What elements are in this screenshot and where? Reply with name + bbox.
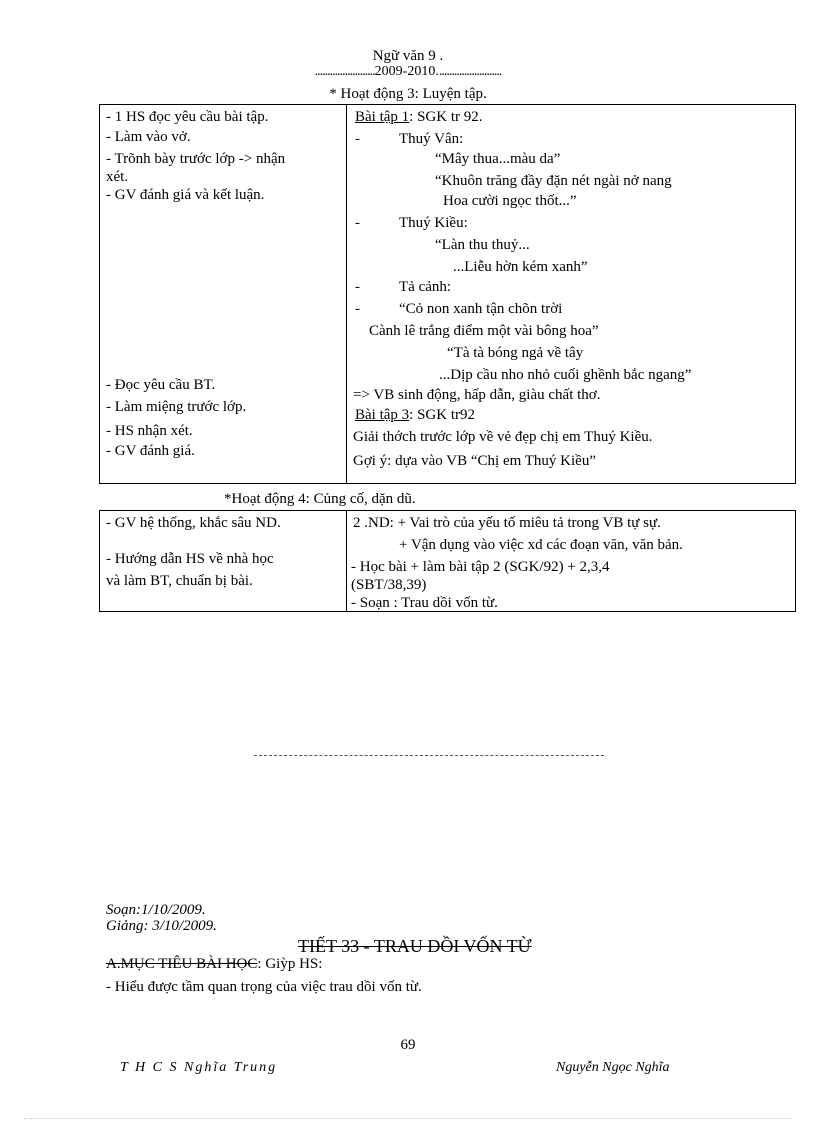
consolidation-table	[99, 510, 796, 612]
quote-line: “Mây thua...màu da”	[435, 151, 561, 167]
page-bottom-rule	[24, 1118, 792, 1119]
left-line: - Trõnh bày trước lớp -> nhận	[106, 151, 286, 167]
objectives-line	[106, 956, 322, 973]
exercise-1-line: Bài tập 1: SGK tr 92.	[355, 109, 483, 125]
bullet-line: - “Cỏ non xanh tận chõn trời	[355, 301, 563, 317]
activity-4-heading: *Hoạt động 4: Củng cố, dặn dũ.	[224, 491, 416, 507]
quote-line: “Tà tà bóng ngả về tây	[447, 345, 584, 361]
hint-line: Gợi ý: dựa vào VB “Chị em Thuý Kiều”	[353, 453, 596, 469]
content-cell	[347, 105, 796, 484]
objectives-label: A.MỤC TIÊU BÀI HỌC	[106, 956, 258, 972]
content-line: - Soạn : Trau dồi vốn từ.	[351, 595, 498, 611]
bullet-line: - Thuý Vân:	[355, 131, 464, 147]
left-line: - HS nhận xét.	[106, 423, 193, 439]
teacher-activity-cell	[100, 105, 347, 484]
year-text: 2009-2010.	[374, 64, 439, 79]
left-line: - 1 HS đọc yêu cầu bài tập.	[106, 109, 269, 125]
left-line: và làm BT, chuẩn bị bài.	[106, 573, 253, 589]
subject-title: Ngữ văn 9 .	[372, 48, 444, 64]
objectives-rest: : Giỳp HS:	[257, 956, 323, 972]
bullet-line: - Thuý Kiều:	[355, 215, 468, 231]
objective-item: - Hiểu được tầm quan trọng của việc trau dồi vốn từ.	[106, 979, 422, 995]
school-name: T H C S Nghĩa Trung	[120, 1060, 278, 1075]
lesson-title: TIẾT 33 - TRAU DỒI VỐN TỪ	[298, 936, 532, 956]
year-dots-left: ........................	[314, 64, 375, 79]
practice-table	[99, 104, 796, 484]
page-number: 69	[400, 1037, 416, 1053]
school-year	[0, 64, 816, 80]
left-line: - GV đánh giá.	[106, 443, 195, 459]
content-cell	[347, 511, 796, 612]
left-line: - Làm miệng trước lớp.	[106, 399, 247, 415]
soan-date: Soạn:1/10/2009.	[106, 902, 206, 918]
content-line: (SBT/38,39)	[351, 577, 427, 593]
quote-line: ...Dịp cầu nho nhỏ cuối ghềnh bắc ngang”	[439, 367, 692, 383]
quote-line: ...Liễu hờn kém xanh”	[453, 259, 588, 275]
activity-3-heading: * Hoạt động 3: Luyện tập.	[329, 86, 487, 102]
left-line: - Đọc yêu cầu BT.	[106, 377, 216, 393]
year-dots-right: .........................	[438, 64, 502, 79]
quote-line: Cành lê trắng điểm một vài bông hoa”	[369, 323, 599, 339]
left-line: - Hướng dẫn HS về nhà học	[106, 551, 274, 567]
left-line: xét.	[106, 169, 129, 185]
author-name: Nguyễn Ngọc Nghĩa	[556, 1060, 670, 1075]
teacher-activity-cell	[100, 511, 347, 612]
quote-line: Hoa cười ngọc thốt...”	[443, 193, 577, 209]
conclusion-line: => VB sinh động, hấp dẫn, giàu chất thơ.	[353, 387, 601, 403]
content-line: 2 .ND: + Vai trò của yếu tố miêu tả trong VB tự sự.	[353, 515, 661, 531]
giang-date: Giảng: 3/10/2009.	[106, 918, 217, 934]
quote-line: “Khuôn trăng đầy đặn nét ngài nở nang	[435, 173, 672, 189]
content-line: - Học bài + làm bài tập 2 (SGK/92) + 2,3,4	[351, 559, 610, 575]
explain-line: Giải thớch trước lớp về vẻ đẹp chị em Thuý Kiều.	[353, 429, 653, 445]
quote-line: “Làn thu thuỷ...	[435, 237, 530, 253]
content-line: + Vận dụng vào việc xd các đoạn văn, văn bản.	[399, 537, 683, 553]
section-separator	[254, 755, 604, 756]
left-line: - GV đánh giá và kết luận.	[106, 187, 265, 203]
bullet-line: - Tả cảnh:	[355, 279, 452, 295]
exercise-3-line: Bài tập 3: SGK tr92	[355, 407, 475, 423]
left-line: - GV hệ thống, khắc sâu ND.	[106, 515, 281, 531]
left-line: - Làm vào vở.	[106, 129, 191, 145]
